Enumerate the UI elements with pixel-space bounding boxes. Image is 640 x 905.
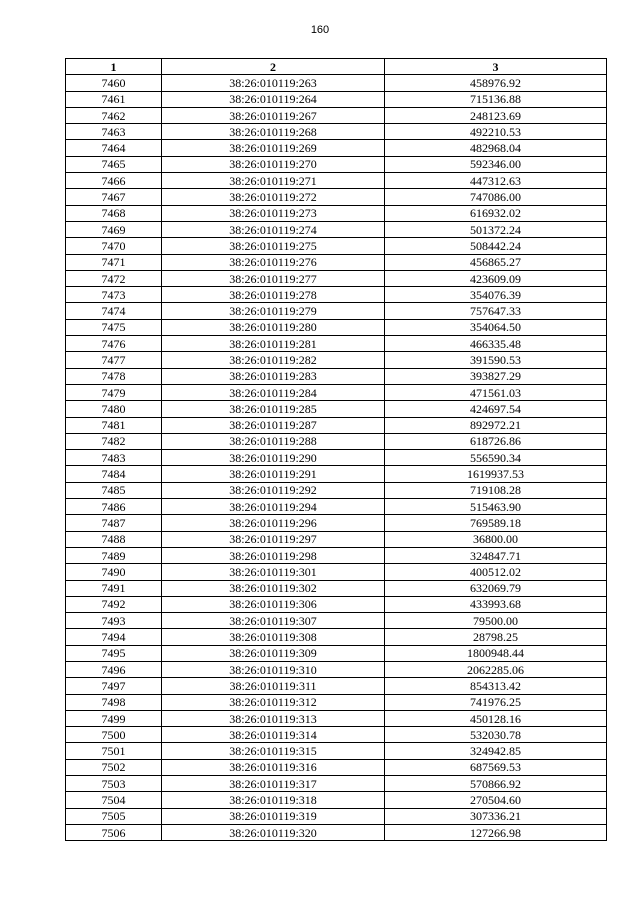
value-cell: 2062285.06	[385, 661, 607, 677]
row-number-cell: 7479	[66, 384, 162, 400]
table-row	[66, 678, 607, 694]
table-row	[66, 743, 607, 759]
value-cell: 892972.21	[385, 417, 607, 433]
cadastral-number-cell: 38:26:010119:267	[162, 107, 385, 123]
row-number-cell: 7497	[66, 678, 162, 694]
table-row	[66, 107, 607, 123]
column-header-2: 2	[162, 59, 385, 75]
value-cell: 508442.24	[385, 238, 607, 254]
table-row	[66, 287, 607, 303]
row-number-cell: 7491	[66, 580, 162, 596]
table-row	[66, 238, 607, 254]
row-number-cell: 7496	[66, 661, 162, 677]
cadastral-number-cell: 38:26:010119:263	[162, 75, 385, 91]
value-cell: 741976.25	[385, 694, 607, 710]
table-row	[66, 580, 607, 596]
row-number-cell: 7503	[66, 776, 162, 792]
row-number-cell: 7475	[66, 319, 162, 335]
cadastral-number-cell: 38:26:010119:310	[162, 661, 385, 677]
value-cell: 466335.48	[385, 336, 607, 352]
value-cell: 458976.92	[385, 75, 607, 91]
table-row	[66, 824, 607, 840]
table-row	[66, 401, 607, 417]
row-number-cell: 7476	[66, 336, 162, 352]
value-cell: 747086.00	[385, 189, 607, 205]
table-row	[66, 759, 607, 775]
table-row	[66, 384, 607, 400]
row-number-cell: 7484	[66, 466, 162, 482]
row-number-cell: 7483	[66, 450, 162, 466]
cadastral-number-cell: 38:26:010119:276	[162, 254, 385, 270]
value-cell: 354064.50	[385, 319, 607, 335]
table-row	[66, 515, 607, 531]
row-number-cell: 7471	[66, 254, 162, 270]
row-number-cell: 7481	[66, 417, 162, 433]
row-number-cell: 7486	[66, 499, 162, 515]
row-number-cell: 7460	[66, 75, 162, 91]
cadastral-number-cell: 38:26:010119:277	[162, 270, 385, 286]
table-row	[66, 173, 607, 189]
value-cell: 447312.63	[385, 173, 607, 189]
cadastral-number-cell: 38:26:010119:282	[162, 352, 385, 368]
value-cell: 501372.24	[385, 221, 607, 237]
table-row	[66, 189, 607, 205]
cadastral-number-cell: 38:26:010119:316	[162, 759, 385, 775]
value-cell: 1619937.53	[385, 466, 607, 482]
cadastral-number-cell: 38:26:010119:269	[162, 140, 385, 156]
cadastral-number-cell: 38:26:010119:308	[162, 629, 385, 645]
cadastral-number-cell: 38:26:010119:314	[162, 727, 385, 743]
header-row	[66, 59, 607, 75]
row-number-cell: 7502	[66, 759, 162, 775]
cadastral-number-cell: 38:26:010119:313	[162, 710, 385, 726]
row-number-cell: 7482	[66, 433, 162, 449]
table-row	[66, 661, 607, 677]
value-cell: 307336.21	[385, 808, 607, 824]
table-row	[66, 596, 607, 612]
value-cell: 324847.71	[385, 547, 607, 563]
value-cell: 433993.68	[385, 596, 607, 612]
value-cell: 79500.00	[385, 613, 607, 629]
table-row	[66, 221, 607, 237]
cadastral-number-cell: 38:26:010119:274	[162, 221, 385, 237]
table-row	[66, 156, 607, 172]
row-number-cell: 7468	[66, 205, 162, 221]
value-cell: 515463.90	[385, 499, 607, 515]
value-cell: 391590.53	[385, 352, 607, 368]
cadastral-number-cell: 38:26:010119:294	[162, 499, 385, 515]
table-row	[66, 368, 607, 384]
cadastral-number-cell: 38:26:010119:278	[162, 287, 385, 303]
row-number-cell: 7501	[66, 743, 162, 759]
row-number-cell: 7485	[66, 482, 162, 498]
cadastral-number-cell: 38:26:010119:312	[162, 694, 385, 710]
value-cell: 769589.18	[385, 515, 607, 531]
row-number-cell: 7492	[66, 596, 162, 612]
row-number-cell: 7462	[66, 107, 162, 123]
cadastral-number-cell: 38:26:010119:309	[162, 645, 385, 661]
cadastral-number-cell: 38:26:010119:318	[162, 792, 385, 808]
row-number-cell: 7465	[66, 156, 162, 172]
table-row	[66, 270, 607, 286]
row-number-cell: 7464	[66, 140, 162, 156]
cadastral-number-cell: 38:26:010119:283	[162, 368, 385, 384]
value-cell: 270504.60	[385, 792, 607, 808]
table-row	[66, 140, 607, 156]
cadastral-number-cell: 38:26:010119:284	[162, 384, 385, 400]
value-cell: 719108.28	[385, 482, 607, 498]
value-cell: 757647.33	[385, 303, 607, 319]
table-row	[66, 613, 607, 629]
value-cell: 556590.34	[385, 450, 607, 466]
column-header-3: 3	[385, 59, 607, 75]
row-number-cell: 7493	[66, 613, 162, 629]
row-number-cell: 7506	[66, 824, 162, 840]
row-number-cell: 7474	[66, 303, 162, 319]
value-cell: 532030.78	[385, 727, 607, 743]
value-cell: 616932.02	[385, 205, 607, 221]
cadastral-number-cell: 38:26:010119:288	[162, 433, 385, 449]
row-number-cell: 7498	[66, 694, 162, 710]
value-cell: 570866.92	[385, 776, 607, 792]
value-cell: 248123.69	[385, 107, 607, 123]
table-row	[66, 499, 607, 515]
row-number-cell: 7480	[66, 401, 162, 417]
table-row	[66, 629, 607, 645]
value-cell: 632069.79	[385, 580, 607, 596]
row-number-cell: 7470	[66, 238, 162, 254]
row-number-cell: 7489	[66, 547, 162, 563]
row-number-cell: 7495	[66, 645, 162, 661]
cadastral-number-cell: 38:26:010119:287	[162, 417, 385, 433]
table-row	[66, 319, 607, 335]
cadastral-number-cell: 38:26:010119:280	[162, 319, 385, 335]
cadastral-number-cell: 38:26:010119:270	[162, 156, 385, 172]
value-cell: 715136.88	[385, 91, 607, 107]
row-number-cell: 7467	[66, 189, 162, 205]
value-cell: 492210.53	[385, 124, 607, 140]
table-row	[66, 727, 607, 743]
table-row	[66, 645, 607, 661]
cadastral-number-cell: 38:26:010119:275	[162, 238, 385, 254]
value-cell: 28798.25	[385, 629, 607, 645]
cadastral-number-cell: 38:26:010119:311	[162, 678, 385, 694]
value-cell: 592346.00	[385, 156, 607, 172]
table-row	[66, 91, 607, 107]
table-row	[66, 466, 607, 482]
table-row	[66, 417, 607, 433]
row-number-cell: 7463	[66, 124, 162, 140]
value-cell: 618726.86	[385, 433, 607, 449]
row-number-cell: 7490	[66, 564, 162, 580]
cadastral-number-cell: 38:26:010119:315	[162, 743, 385, 759]
table-row	[66, 124, 607, 140]
row-number-cell: 7473	[66, 287, 162, 303]
value-cell: 400512.02	[385, 564, 607, 580]
column-header-1: 1	[66, 59, 162, 75]
cadastral-number-cell: 38:26:010119:298	[162, 547, 385, 563]
row-number-cell: 7500	[66, 727, 162, 743]
cadastral-number-cell: 38:26:010119:317	[162, 776, 385, 792]
table-row	[66, 776, 607, 792]
cadastral-number-cell: 38:26:010119:291	[162, 466, 385, 482]
row-number-cell: 7504	[66, 792, 162, 808]
table-row	[66, 531, 607, 547]
cadastral-number-cell: 38:26:010119:285	[162, 401, 385, 417]
table-row	[66, 336, 607, 352]
cadastral-number-cell: 38:26:010119:271	[162, 173, 385, 189]
table-row	[66, 564, 607, 580]
value-cell: 854313.42	[385, 678, 607, 694]
cadastral-number-cell: 38:26:010119:273	[162, 205, 385, 221]
cadastral-number-cell: 38:26:010119:279	[162, 303, 385, 319]
table-row	[66, 254, 607, 270]
row-number-cell: 7499	[66, 710, 162, 726]
row-number-cell: 7472	[66, 270, 162, 286]
row-number-cell: 7466	[66, 173, 162, 189]
value-cell: 324942.85	[385, 743, 607, 759]
table-row	[66, 450, 607, 466]
data-table	[65, 58, 607, 841]
cadastral-number-cell: 38:26:010119:296	[162, 515, 385, 531]
table-body	[66, 75, 607, 841]
cadastral-number-cell: 38:26:010119:281	[162, 336, 385, 352]
row-number-cell: 7478	[66, 368, 162, 384]
table-row	[66, 205, 607, 221]
row-number-cell: 7469	[66, 221, 162, 237]
row-number-cell: 7487	[66, 515, 162, 531]
table-row	[66, 352, 607, 368]
row-number-cell: 7488	[66, 531, 162, 547]
table-row	[66, 792, 607, 808]
cadastral-number-cell: 38:26:010119:319	[162, 808, 385, 824]
cadastral-number-cell: 38:26:010119:268	[162, 124, 385, 140]
value-cell: 456865.27	[385, 254, 607, 270]
value-cell: 450128.16	[385, 710, 607, 726]
value-cell: 471561.03	[385, 384, 607, 400]
table-row	[66, 482, 607, 498]
cadastral-number-cell: 38:26:010119:301	[162, 564, 385, 580]
value-cell: 424697.54	[385, 401, 607, 417]
cadastral-number-cell: 38:26:010119:302	[162, 580, 385, 596]
table-row	[66, 433, 607, 449]
value-cell: 354076.39	[385, 287, 607, 303]
value-cell: 1800948.44	[385, 645, 607, 661]
page-number: 160	[310, 24, 330, 36]
value-cell: 393827.29	[385, 368, 607, 384]
cadastral-number-cell: 38:26:010119:264	[162, 91, 385, 107]
value-cell: 482968.04	[385, 140, 607, 156]
row-number-cell: 7505	[66, 808, 162, 824]
row-number-cell: 7477	[66, 352, 162, 368]
value-cell: 423609.09	[385, 270, 607, 286]
row-number-cell: 7461	[66, 91, 162, 107]
cadastral-number-cell: 38:26:010119:306	[162, 596, 385, 612]
table-row	[66, 303, 607, 319]
cadastral-number-cell: 38:26:010119:320	[162, 824, 385, 840]
cadastral-number-cell: 38:26:010119:292	[162, 482, 385, 498]
cadastral-number-cell: 38:26:010119:307	[162, 613, 385, 629]
table-row	[66, 808, 607, 824]
value-cell: 127266.98	[385, 824, 607, 840]
value-cell: 36800.00	[385, 531, 607, 547]
value-cell: 687569.53	[385, 759, 607, 775]
table-row	[66, 75, 607, 91]
cadastral-number-cell: 38:26:010119:297	[162, 531, 385, 547]
cadastral-number-cell: 38:26:010119:272	[162, 189, 385, 205]
row-number-cell: 7494	[66, 629, 162, 645]
cadastral-number-cell: 38:26:010119:290	[162, 450, 385, 466]
table-row	[66, 547, 607, 563]
table-row	[66, 694, 607, 710]
table-row	[66, 710, 607, 726]
